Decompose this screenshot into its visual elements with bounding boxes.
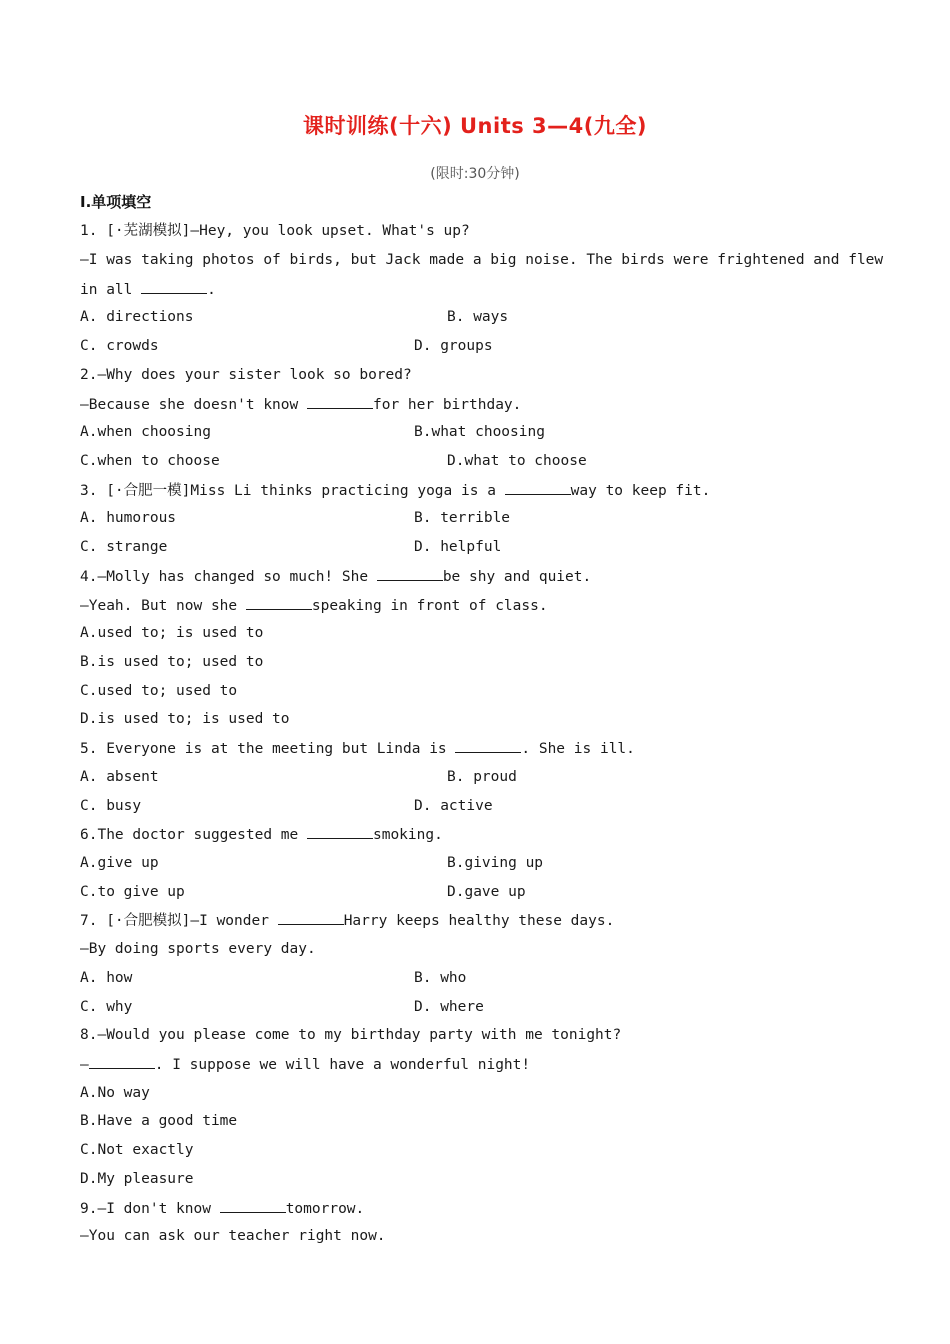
- question-1-option-d: D. groups: [414, 338, 493, 354]
- question-4-option-a: A.used to; is used to: [80, 625, 264, 641]
- question-4-option-b: B.is used to; used to: [80, 654, 264, 670]
- question-4-line-1: 4.—Molly has changed so much! She be shy and quiet.: [80, 566, 591, 587]
- question-2-line-1: 2.—Why does your sister look so bored?: [80, 367, 412, 383]
- question-5-option-b: B. proud: [447, 769, 517, 785]
- question-2-option-d: D.what to choose: [447, 453, 587, 469]
- question-1-option-a: A. directions: [80, 309, 194, 325]
- question-8-option-a: A.No way: [80, 1085, 150, 1101]
- answer-blank: [246, 595, 312, 610]
- question-7-line-1: 7. [·合肥模拟]—I wonder Harry keeps healthy these days.: [80, 910, 614, 931]
- question-2-option-c: C.when to choose: [80, 453, 220, 469]
- question-1-option-b: B. ways: [447, 309, 509, 325]
- question-7-option-d: D. where: [414, 999, 484, 1015]
- question-1-option-c: C. crowds: [80, 338, 159, 354]
- time-limit-note: (限时:30分钟): [430, 166, 520, 182]
- question-7-line-2: —By doing sports every day.: [80, 941, 316, 957]
- page-title: 课时训练(十六) Units 3—4(九全): [303, 114, 647, 138]
- answer-blank: [377, 566, 443, 581]
- question-1-line-3: in all .: [80, 279, 216, 300]
- answer-blank: [278, 910, 344, 925]
- question-2-line-2: —Because she doesn't know for her birthday.: [80, 394, 521, 415]
- question-8-option-d: D.My pleasure: [80, 1171, 194, 1187]
- question-6-option-d: D.gave up: [447, 884, 526, 900]
- answer-blank: [141, 279, 207, 294]
- question-3-option-d: D. helpful: [414, 539, 502, 555]
- question-6-option-c: C.to give up: [80, 884, 185, 900]
- question-4-line-2: —Yeah. But now she speaking in front of class.: [80, 595, 548, 616]
- answer-blank: [89, 1054, 155, 1069]
- question-8-option-c: C.Not exactly: [80, 1142, 194, 1158]
- question-6-line-1: 6.The doctor suggested me smoking.: [80, 824, 443, 845]
- question-7-option-c: C. why: [80, 999, 133, 1015]
- section-heading: Ⅰ.单项填空: [80, 193, 152, 211]
- answer-blank: [220, 1198, 286, 1213]
- question-3-option-b: B. terrible: [414, 510, 511, 526]
- question-5-option-a: A. absent: [80, 769, 159, 785]
- question-2-option-b: B.what choosing: [414, 424, 545, 440]
- question-2-option-a: A.when choosing: [80, 424, 211, 440]
- question-8-option-b: B.Have a good time: [80, 1113, 238, 1129]
- question-6-option-b: B.giving up: [447, 855, 544, 871]
- question-3-option-c: C. strange: [80, 539, 168, 555]
- question-1-line-2: —I was taking photos of birds, but Jack made a big noise. The birds were frightened and flew: [80, 252, 884, 268]
- question-5-line-1: 5. Everyone is at the meeting but Linda is . She is ill.: [80, 738, 635, 759]
- question-4-option-c: C.used to; used to: [80, 683, 238, 699]
- question-3-line-1: 3. [·合肥一模]Miss Li thinks practicing yoga is a way to keep fit.: [80, 480, 710, 501]
- question-9-line-1: 9.—I don't know tomorrow.: [80, 1198, 364, 1219]
- question-3-option-a: A. humorous: [80, 510, 177, 526]
- question-8-line-2: — . I suppose we will have a wonderful night!: [80, 1054, 530, 1075]
- question-1-line-1: 1. [·芜湖模拟]—Hey, you look upset. What's up?: [80, 223, 470, 239]
- question-6-option-a: A.give up: [80, 855, 159, 871]
- answer-blank: [307, 394, 373, 409]
- answer-blank: [455, 738, 521, 753]
- answer-blank: [307, 824, 373, 839]
- question-4-option-d: D.is used to; is used to: [80, 711, 290, 727]
- question-9-line-2: —You can ask our teacher right now.: [80, 1228, 386, 1244]
- question-7-option-a: A. how: [80, 970, 133, 986]
- question-5-option-c: C. busy: [80, 798, 142, 814]
- question-7-option-b: B. who: [414, 970, 467, 986]
- answer-blank: [505, 480, 571, 495]
- question-8-line-1: 8.—Would you please come to my birthday party with me tonight?: [80, 1027, 622, 1043]
- question-5-option-d: D. active: [414, 798, 493, 814]
